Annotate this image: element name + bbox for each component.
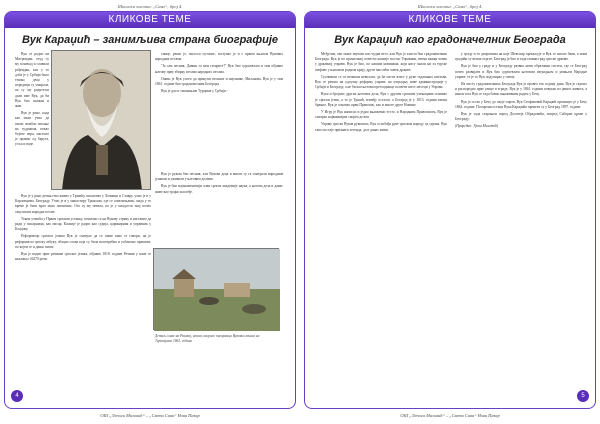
right-page [304, 3, 596, 421]
paragraph: Вук је био најзнаменитији члан српске академије наука, а његова дела и данас живе као трајно наслеђе. [155, 184, 283, 194]
portrait-image [51, 50, 151, 190]
page-number: 4 [11, 390, 23, 402]
running-header: Школски часопис „Сава“, број 4. [117, 4, 183, 9]
page-number: 5 [577, 390, 589, 402]
paragraph: Вук је ружан био песник, али Вукова деца и многи су га сматрали народним јунаком и уживали у његовим делима. [155, 172, 283, 182]
left-page [4, 3, 296, 421]
portrait-drawing [52, 51, 151, 190]
paragraph: Вук је у рано детињство живео у Тршићу, школовао у Лозници и Ставру, учио је и у Карловцима, Београду. Учио је и у манастиру Троноши, где се описмењавао, мада у то време је било врло мало писмених. Ото су му певала, па је у младости зној почео сакупљати народне песме. [15, 194, 151, 214]
paragraph: У Игру је Вук написао и једно књижевно тесто, и Народним Правописом, Вук је сматрао најважнијим својим делом. [315, 110, 447, 120]
page-footer: ОШ „Лепоса Миловић“ – „Свети Сава“ Нови Пазар [100, 413, 200, 418]
paragraph: у граду и то дворовима на које Шекспир прекаљује и Вук се нисмо бави, а нови градићи су веома отргле, Београд је био и тада главни град српске државе. [455, 52, 587, 62]
painting-image [153, 248, 279, 330]
paragraph: Вук је дао и тамошњим Турцима у Србији - [161, 89, 228, 94]
left-text-col-2 [155, 52, 283, 96]
paragraph: На месту градоначелника Београда Вук је провео тек годину дана. Вук је скупио и распоредио прве улице и зграде, Вук је у 1861. години повукао из јавног живота, а након тога Вук се тада бавио књижевним радом у Бечу. [455, 82, 587, 97]
paragraph: синце, рекао је, ошлоси путопис, заступао је и с првом књигом Вукових народних песама. [155, 52, 283, 62]
running-header: Школски часопис „Сава“, број 4. [417, 4, 483, 9]
article-title: Вук Караџић – занимљива страна биографије [21, 34, 279, 46]
painting-drawing [154, 249, 280, 331]
right-text-col-2 [455, 52, 587, 132]
page-frame [304, 11, 596, 409]
paragraph: Управу српске Вуков рукописи, Вук ослобађа руке српском народу од турака. Вук тако постаје признати легенда, да и данас живи. [315, 122, 447, 132]
paragraph: Вук је остао у Бечу до своје смрти. Вук Стефановић Караџић преминуо је у Бечу 1864. године. Посмртни остаци Вука Караџића пренети су у Београд 1897. године. [455, 99, 587, 109]
paragraph: Вук се родио на Митровдан, отуд су му понекад и славили рођендан, али у то доба је у Србији било тешко; деца у породици су умирала, па су му родитељи дали име Вук, да би Вук био снажан и жив. [15, 52, 49, 109]
article-title: Вук Караџић као градоначелник Београда [334, 34, 566, 46]
paragraph: Вук је водио прве речнике српског језика, објавио 1818. године Речник у коме се налазило 26270 речи. [15, 252, 151, 262]
page-footer: ОШ „Лепоса Миловић“ – „Свети Сава“ Нови Пазар [400, 413, 500, 418]
left-text-col-2b [155, 172, 283, 197]
paragraph: "Ја сам песник, Давиш га мен гатарите?" Вук био одушевљен и тим објавио његову прву збирку песама народних песама. [155, 64, 283, 74]
paragraph: Међутим, ово може звучати као чудна вест, али Вук је заиста био градоначелник Београда. Вук је по прочитаној повести касније постао Управник, веома важан човек у државној управи. Вук је био, по нашим новинама, који нису знали ни за турске шефове у њиховом родном крају, други мислећи човек државе. [315, 52, 447, 72]
paragraph: Реформатор српског језика Вук је сматрао да се пише како се говори, па је реформисао српску азбуку, збацио слова која су била непотребна и уобличио правопис по којем се и данас пише. [15, 234, 151, 249]
image-caption: Детаљ слике на Рашкој, неком, ширило писарница Вукових књига на Теразијама 1861. године [155, 334, 260, 343]
paragraph: Вук је тада сахрањен поред Доситеја Обрадовића, испред Саборне цркве у Београду. [455, 112, 587, 122]
left-text-col-1 [15, 52, 49, 150]
paragraph: Вук је рано, када као мали учио да пише, вежбао писање на гудунима, пекао бојите пера, мастило је правио од барута, угља и воде. [15, 111, 49, 147]
paragraph: Вук је био у граду и у Београду развио нови образовни систем, где се Београд почео развијати и Вук био одушевљен његовом изградњом и јачањем Народне управе, те је то Вук подупирао у свему. [455, 64, 587, 79]
page-frame [4, 11, 296, 409]
section-band: КЛИКОВЕ ТЕМЕ [5, 12, 295, 28]
paragraph: Суочивши се са великом невољом, да ће пасти власт у руке тадашњих кнезова, Вук се решио на одлучну реформу управе, на изградњу нове администрације у Србији и Београду, а не би као његови претходници посвети шест месеци у Управи. [315, 74, 447, 90]
credits: (Приредио: Урош Милетић) [455, 124, 499, 129]
section-band: КЛИКОВЕ ТЕМЕ [305, 12, 595, 28]
left-text-col-1b [15, 194, 151, 264]
paragraph: Онако је Вук успео да прикупи песнике и научнике, Миланова, Вук је у тим 1861. године био градоначелник Београда. [155, 76, 283, 87]
paragraph: Вука и бројних других његових дела, Вук с другим српским учењацима оснивао је српски језик, а то је Тршић, између осталог, а Београд је у 1813. години веома бранио. Вук је основао први Правопис, као и многе друге Новине. [315, 92, 447, 107]
right-text-col-1 [315, 52, 447, 135]
paragraph: Током учешћа у Првом српском устанку, пешачио се на Вукову страну и наставио да ради у писарници, као писар. Касније је радио као судија, царинарник и управник у Кладову. [15, 216, 151, 232]
